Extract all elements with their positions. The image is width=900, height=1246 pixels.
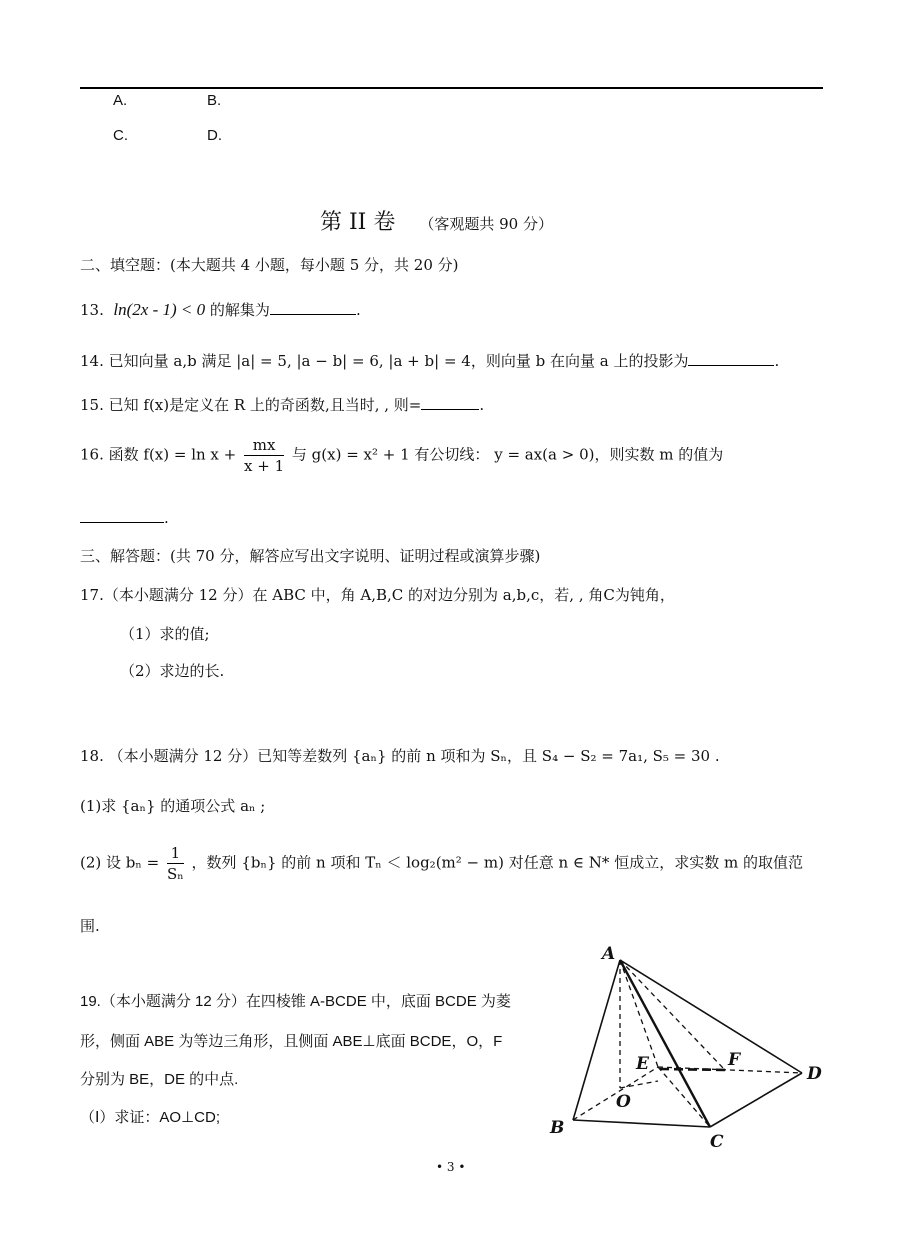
question-19-part-1: （Ⅰ）求证：AO⊥CD;	[80, 1109, 220, 1126]
q15-blank	[421, 395, 479, 410]
edge-ab	[573, 960, 620, 1120]
question-14	[80, 350, 779, 371]
q16-post: 与 g(x) = x² + 1 有公切线： y = ax(a > 0)，则实数 m 的值为	[291, 445, 724, 464]
question-15	[80, 394, 484, 415]
option-d: D.	[207, 127, 222, 144]
pyramid-figure	[540, 935, 840, 1155]
q15-end: .	[479, 396, 485, 414]
question-19-line-2: 形，侧面 ABE 为等边三角形，且侧面 ABE⊥底面 BCDE，O，F	[80, 1033, 503, 1050]
q16-denominator: x + 1	[244, 457, 285, 475]
q14-end: .	[774, 352, 780, 370]
q16-pre: 16. 函数 f(x) = ln x +	[80, 445, 237, 464]
question-17-part-1: （1）求的值;	[120, 625, 210, 643]
edge-bc	[573, 1120, 710, 1127]
section-subtitle: （客观题共 90 分）	[419, 215, 553, 233]
q14-blank	[688, 351, 774, 366]
label-c: C	[710, 1132, 724, 1152]
question-16	[80, 435, 723, 476]
q16-end: .	[164, 509, 169, 527]
label-f: F	[728, 1050, 741, 1070]
q16-fraction	[244, 435, 284, 476]
question-17-part-2: （2）求边的长.	[120, 662, 225, 680]
question-19-line-3: 分别为 BE，DE 的中点.	[80, 1071, 239, 1088]
question-17: 17.（本小题满分 12 分）在 ABC 中，角 A,B,C 的对边分别为 a,b,c，若, , 角C为钝角，	[80, 586, 675, 604]
q13-text: 的解集为	[209, 301, 270, 319]
q13-blank	[270, 300, 356, 315]
answer-heading: 三、解答题：(共 70 分，解答应写出文字说明、证明过程或演算步骤)	[80, 547, 541, 565]
q13-end: .	[355, 301, 361, 319]
label-a: A	[602, 944, 616, 964]
label-b: B	[550, 1118, 565, 1138]
edge-ef	[660, 1069, 730, 1070]
question-19-line-1: 19.（本小题满分 12 分）在四棱锥 A-BCDE 中，底面 BCDE 为菱	[80, 993, 511, 1010]
question-18-part-1: (1)求 {aₙ} 的通项公式 aₙ ;	[80, 797, 266, 815]
q13-math: ln(2x - 1) < 0	[113, 300, 206, 319]
q18-denominator: Sₙ	[167, 865, 184, 883]
edge-cd	[710, 1073, 802, 1127]
q15-text: 15. 已知 f(x)是定义在 R 上的奇函数,且当时, , 则=	[80, 396, 422, 414]
page-number: • 3 •	[436, 1160, 466, 1174]
option-c: C.	[113, 127, 128, 144]
top-rule	[80, 87, 823, 89]
q16-numerator: mx	[244, 435, 284, 456]
label-d: D	[807, 1064, 822, 1084]
label-e: E	[636, 1054, 649, 1074]
q18-2-pre: (2) 设 bₙ =	[80, 853, 160, 872]
q14-text: 14. 已知向量 a,b 满足 |a| = 5, |a − b| = 6, |a + b| = 4，则向量 b 在向量 a 上的投影为	[80, 352, 689, 370]
q16-blank	[80, 508, 164, 523]
q18-numerator: 1	[167, 843, 184, 864]
option-a: A.	[113, 92, 128, 109]
q18-fraction	[167, 843, 184, 884]
question-18-part-2-end: 围.	[80, 917, 100, 935]
q18-2-post: ，数列 {bₙ} 的前 n 项和 Tₙ ＜ log₂(m² − m) 对任意 n ∈ N* 恒成立，求实数 m 的取值范	[191, 853, 803, 872]
section-title-text: 第 II 卷	[320, 210, 396, 235]
q13-number: 13.	[80, 301, 104, 319]
question-13	[80, 299, 361, 320]
label-o: O	[616, 1092, 631, 1112]
edge-oc	[620, 1081, 658, 1088]
fill-in-heading: 二、填空题：(本大题共 4 小题，每小题 5 分，共 20 分)	[80, 256, 459, 274]
edge-ae	[620, 960, 658, 1067]
option-b: B.	[207, 92, 222, 109]
edge-ac	[620, 960, 710, 1127]
question-18: 18. （本小题满分 12 分）已知等差数列 {aₙ} 的前 n 项和为 Sₙ，且 S₄ − S₂ = 7a₁, S₅ = 30 .	[80, 747, 720, 765]
edge-ec	[658, 1067, 710, 1127]
section-title	[320, 205, 553, 236]
question-16-answer-line	[80, 508, 169, 527]
question-18-part-2	[80, 843, 803, 884]
